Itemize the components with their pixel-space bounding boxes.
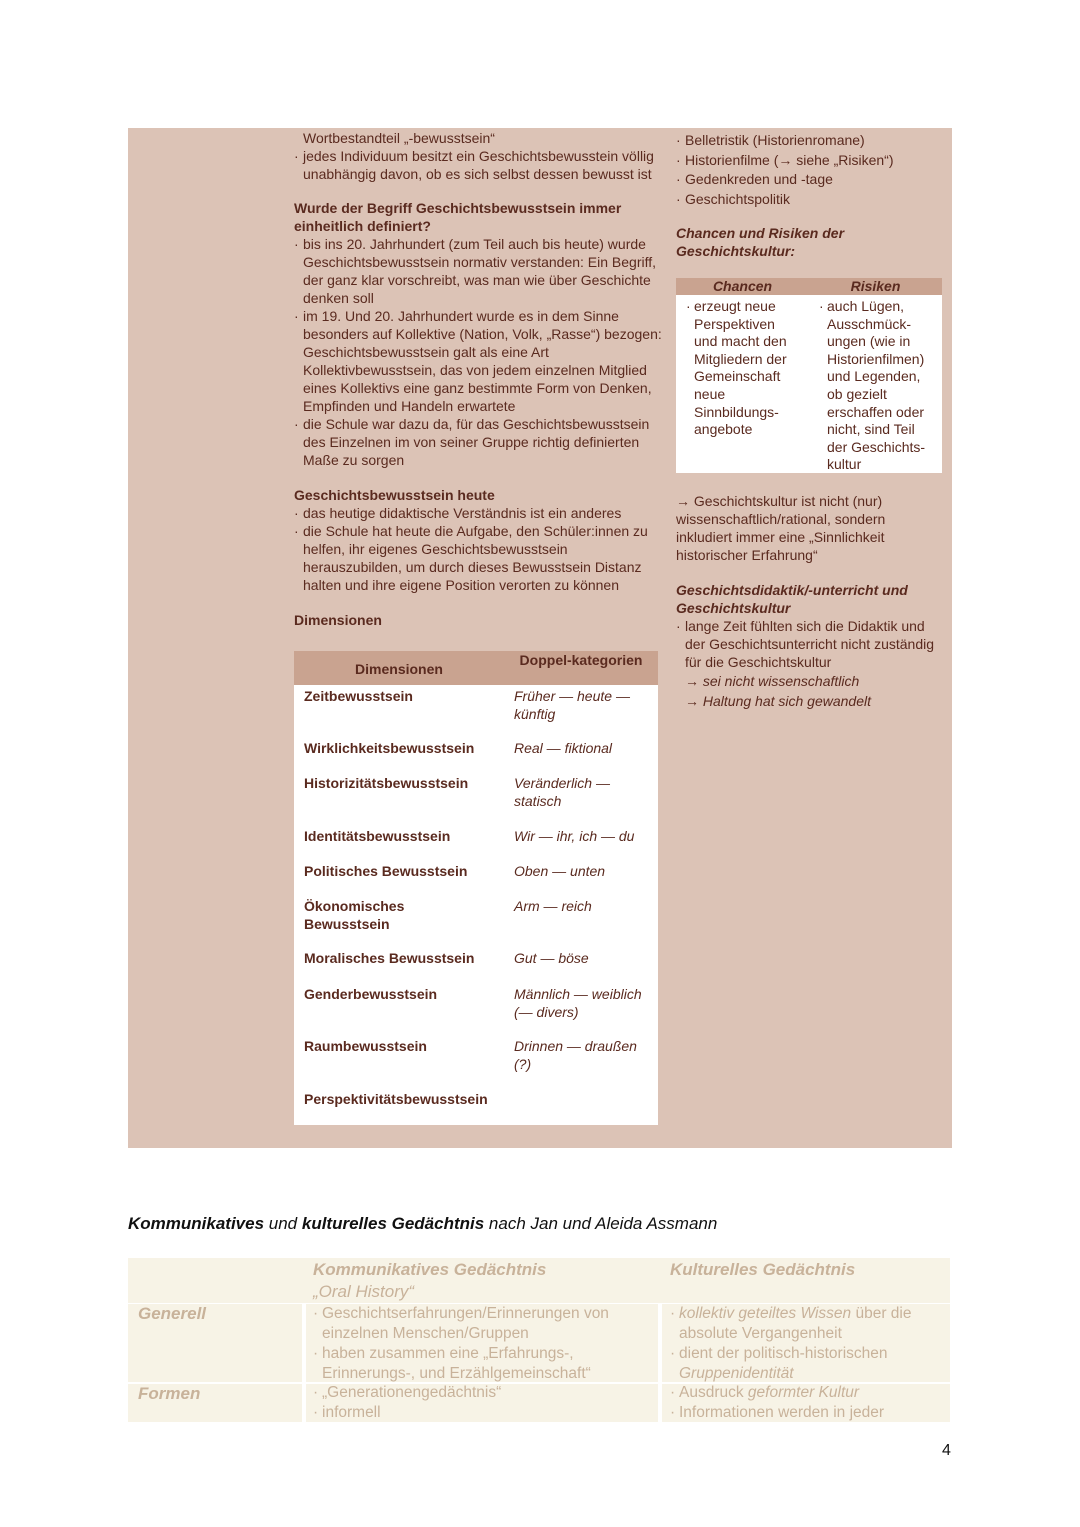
dimension-name: Politisches Bewusstsein bbox=[304, 863, 468, 879]
memory-section-title bbox=[128, 1214, 717, 1234]
dimension-value: Real — fiktional bbox=[514, 740, 613, 756]
dimension-value: Wir — ihr, ich — du bbox=[514, 828, 635, 844]
question-heading: Wurde der Begriff Geschichtsbewusstsein immer einheitlich definiert? bbox=[294, 200, 622, 234]
didactics-sub: → sei nicht wissenschaftlich bbox=[685, 673, 860, 689]
didactics-heading: Geschichtsdidaktik/-unterricht und Geschichtskultur bbox=[676, 582, 908, 616]
communicative-col-subheader: „Oral History“ bbox=[313, 1282, 415, 1301]
didactics-sub: → Haltung hat sich gewandelt bbox=[685, 693, 871, 709]
today-bullet: · die Schule hat heute die Aufgabe, den Schüler:innen zu helfen, ihr eigenes Geschichtsbewusstsein herauszubilden, um durch dieses Bewusstsein Distanz halten und ihre eigene Position verorten zu können bbox=[294, 522, 664, 594]
list-item: · informell bbox=[313, 1403, 658, 1423]
dimensions-col-header: Dimensionen bbox=[355, 661, 443, 677]
risks-text: · auch Lügen, Ausschmück-ungen (wie in Historienfilmen) und Legenden, ob gezielt erschaffen oder nicht, sind Teil der Geschichts-kultur bbox=[819, 298, 937, 474]
culture-bullet: · Gedenkreden und -tage bbox=[676, 170, 946, 190]
row-label-generell: Generell bbox=[138, 1304, 207, 1323]
chances-risks-header bbox=[676, 278, 942, 295]
list-item: · Geschichtserfahrungen/Erinnerungen von einzelnen Menschen/Gruppen bbox=[313, 1304, 658, 1344]
list-item: · kollektiv geteiltes Wissen über die absolute Vergangenheit bbox=[670, 1304, 950, 1344]
page-number: 4 bbox=[942, 1442, 951, 1459]
list-item: · „Generationengedächtnis“ bbox=[313, 1383, 658, 1403]
memory-table bbox=[128, 1258, 950, 1422]
dimension-value: Veränderlich — statisch bbox=[514, 775, 610, 809]
today-heading: Geschichtsbewusstsein heute bbox=[294, 487, 495, 503]
chances-text: · erzeugt neue Perspektiven und macht den Mitgliedern der Gemeinschaft neue Sinnbildungs-angebote bbox=[686, 298, 798, 439]
intro-line: Wortbestandteil „-bewusstsein“ bbox=[303, 130, 495, 146]
dimensions-table-header bbox=[294, 651, 658, 685]
dimension-name: Zeitbewusstsein bbox=[304, 688, 413, 704]
title-bold-1: Kommunikatives bbox=[128, 1214, 265, 1233]
culture-arrow-note: → Geschichtskultur ist nicht (nur) wissenschaftlich/rational, sondern inkludiert immer eine „Sinnlichkeit historischer Erfahrung“ bbox=[676, 493, 886, 563]
dimension-value: Früher — heute — künftig bbox=[514, 688, 630, 722]
chances-heading: Chancen und Risiken der Geschichtskultur: bbox=[676, 225, 845, 259]
chances-col-header: Chancen bbox=[712, 278, 773, 294]
risks-cell bbox=[819, 298, 937, 474]
generell-cultural bbox=[670, 1304, 950, 1384]
double-categories-col-header: Doppel-kategorien bbox=[519, 652, 643, 668]
list-item: · Informationen werden in jeder bbox=[670, 1403, 950, 1423]
culture-bullet: · Belletristik (Historienromane) bbox=[676, 131, 946, 151]
dimension-value: Oben — unten bbox=[514, 863, 606, 879]
dimension-name: Identitätsbewusstsein bbox=[304, 828, 451, 844]
question-bullet: · bis ins 20. Jahrhundert (zum Teil auch bis heute) wurde Geschichtsbewusstsein normativ verstanden: Ein Begriff, der ganz klar vorschreibt, was man wie über Geschichte denken soll bbox=[294, 235, 664, 307]
title-text-1: und bbox=[264, 1214, 302, 1233]
chances-cell bbox=[686, 298, 798, 439]
cultural-col-header: Kulturelles Gedächtnis bbox=[670, 1260, 856, 1279]
row-label-formen: Formen bbox=[138, 1384, 201, 1403]
chances-risks-table bbox=[676, 278, 942, 473]
culture-bullet: · Historienfilme (→ siehe „Risiken“) bbox=[676, 151, 946, 171]
dimension-value: Männlich — weiblich (— divers) bbox=[514, 986, 642, 1020]
communicative-col-header: Kommunikatives Gedächtnis bbox=[313, 1260, 547, 1279]
formen-cultural bbox=[670, 1383, 950, 1423]
dimension-name: Raumbewusstsein bbox=[304, 1038, 427, 1054]
right-column-top bbox=[676, 131, 946, 260]
formen-communicative bbox=[313, 1383, 658, 1423]
risks-col-header: Risiken bbox=[850, 278, 901, 294]
generell-communicative bbox=[313, 1304, 658, 1384]
dimension-name: Ökonomisches Bewusstsein bbox=[304, 898, 405, 932]
question-bullet: · die Schule war dazu da, für das Geschichtsbewusstsein des Einzelnen im von seiner Gruppe richtig definierten Maße zu sorgen bbox=[294, 415, 664, 469]
dimension-name: Historizitätsbewusstsein bbox=[304, 775, 469, 791]
right-column-bottom bbox=[676, 492, 942, 711]
dimension-value: Arm — reich bbox=[514, 898, 592, 914]
list-item: · Ausdruck geformter Kultur bbox=[670, 1383, 950, 1403]
dimension-value: Gut — böse bbox=[514, 950, 589, 966]
dimensions-heading: Dimensionen bbox=[294, 612, 382, 628]
today-bullet: · das heutige didaktische Verständnis ist ein anderes bbox=[294, 504, 664, 522]
dimensions-table bbox=[294, 651, 658, 1125]
didactics-bullet: · lange Zeit fühlten sich die Didaktik und der Geschichtsunterricht nicht zuständig für die Geschichtskultur bbox=[676, 617, 942, 671]
dimension-name: Perspektivitätsbewusstsein bbox=[304, 1091, 488, 1107]
left-column bbox=[294, 129, 664, 629]
dimension-name: Genderbewusstsein bbox=[304, 986, 438, 1002]
intro-bullet: · jedes Individuum besitzt ein Geschichtsbewusstein völlig unabhängig davon, ob es sich selbst dessen bewusst ist bbox=[294, 147, 664, 183]
question-bullet: · im 19. Und 20. Jahrhundert wurde es in dem Sinne besonders auf Kollektive (Nation, Volk, „Rasse“) bezogen: Geschichtsbewusstsein galt als eine Art Kollektivbewusstsein, das von jedem einzelnen Mitglied eines Kollektivs eine ganz bestimmte Form von Denken, Empfinden und Handeln erwartete bbox=[294, 307, 664, 415]
title-bold-2: kulturelles Gedächtnis bbox=[301, 1214, 485, 1233]
culture-bullet: · Geschichtspolitik bbox=[676, 190, 946, 210]
dimension-name: Moralisches Bewusstsein bbox=[304, 950, 475, 966]
title-text-2: nach Jan und Aleida Assmann bbox=[484, 1214, 718, 1233]
dimension-name: Wirklichkeitsbewusstsein bbox=[304, 740, 475, 756]
list-item: · haben zusammen eine „Erfahrungs-, Erinnerungs-, und Erzählgemeinschaft“ bbox=[313, 1344, 658, 1384]
dimension-value: Drinnen — draußen (?) bbox=[514, 1038, 637, 1072]
list-item: · dient der politisch-historischen Gruppenidentität bbox=[670, 1344, 950, 1384]
